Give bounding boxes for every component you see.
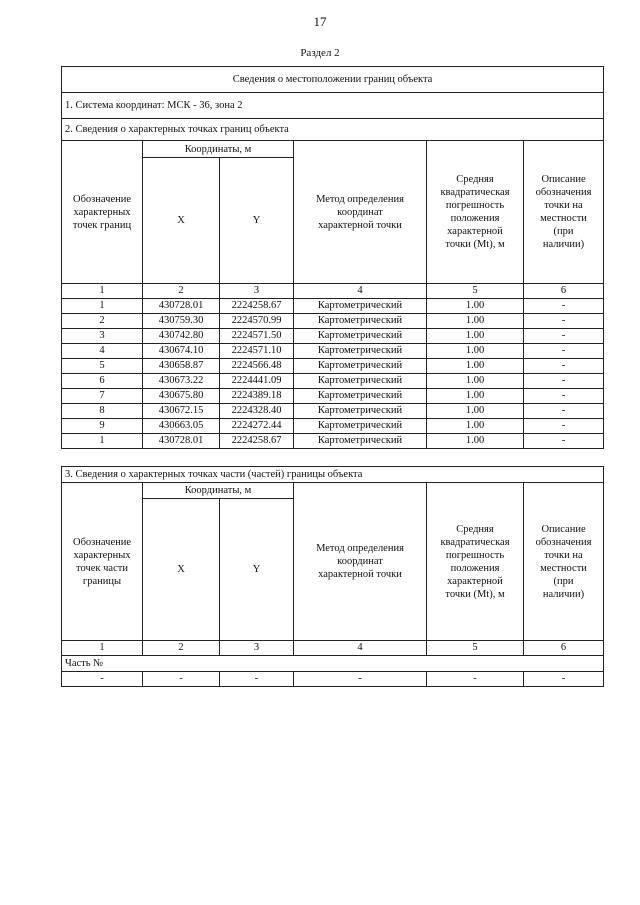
method-value: Картометрический: [294, 344, 427, 359]
x-value: -: [143, 672, 220, 687]
point-number: 1: [62, 299, 143, 314]
method-value: Картометрический: [294, 404, 427, 419]
x-value: 430673.22: [143, 374, 220, 389]
point-number: 4: [62, 344, 143, 359]
column-number: 4: [294, 641, 427, 656]
description-value: -: [524, 672, 604, 687]
table-row: [62, 359, 604, 374]
coord-system: 1. Система координат: МСК - 36, зона 2: [62, 93, 604, 119]
column-number-row: [62, 641, 604, 656]
error-value: 1.00: [427, 299, 524, 314]
point-number: 3: [62, 329, 143, 344]
description-value: -: [524, 359, 604, 374]
method-header: Метод определения координат характерной точки: [294, 141, 427, 284]
designation-part-header: Обозначение характерных точек части границы: [62, 483, 143, 641]
table-row: [62, 672, 604, 687]
column-number: 2: [143, 641, 220, 656]
error-value: 1.00: [427, 389, 524, 404]
error-value: 1.00: [427, 329, 524, 344]
method-value: Картометрический: [294, 389, 427, 404]
table-row: [62, 314, 604, 329]
point-number: 5: [62, 359, 143, 374]
x-value: 430672.15: [143, 404, 220, 419]
description-value: -: [524, 314, 604, 329]
point-number: 6: [62, 374, 143, 389]
method-value: Картометрический: [294, 299, 427, 314]
y-value: 2224571.10: [220, 344, 294, 359]
error-value: 1.00: [427, 374, 524, 389]
error-value: 1.00: [427, 359, 524, 374]
point-number: 9: [62, 419, 143, 434]
page-number: 17: [313, 14, 327, 29]
column-number: 1: [62, 641, 143, 656]
table-row: [62, 404, 604, 419]
y-value: 2224258.67: [220, 299, 294, 314]
point-number: 2: [62, 314, 143, 329]
description-header: Описание обозначения точки на местности (при наличии): [524, 483, 604, 641]
error-value: 1.00: [427, 344, 524, 359]
column-number: 6: [524, 284, 604, 299]
part-boundary-table: [61, 466, 604, 687]
table-row: [62, 329, 604, 344]
y-value: 2224441.09: [220, 374, 294, 389]
x-value: 430728.01: [143, 434, 220, 449]
column-number: 4: [294, 284, 427, 299]
method-value: Картометрический: [294, 434, 427, 449]
x-value: 430675.80: [143, 389, 220, 404]
method-value: Картометрический: [294, 374, 427, 389]
y-header: Y: [220, 158, 294, 284]
method-value: Картометрический: [294, 329, 427, 344]
x-value: 430728.01: [143, 299, 220, 314]
method-value: -: [294, 672, 427, 687]
x-value: 430759.30: [143, 314, 220, 329]
table-row: [62, 419, 604, 434]
designation-header: Обозначение характерных точек границ: [62, 141, 143, 284]
part-points-section-title: 3. Сведения о характерных точках части (частей) границы объекта: [62, 467, 604, 483]
error-value: 1.00: [427, 314, 524, 329]
error-value: 1.00: [427, 419, 524, 434]
description-header: Описание обозначения точки на местности (при наличии): [524, 141, 604, 284]
column-number: 1: [62, 284, 143, 299]
point-number: 8: [62, 404, 143, 419]
coordinates-header: Координаты, м: [143, 141, 294, 158]
error-value: -: [427, 672, 524, 687]
points-section-title: 2. Сведения о характерных точках границ объекта: [62, 119, 604, 141]
error-header: Средняя квадратическая погрешность положения характерной точки (Mt), м: [427, 483, 524, 641]
section-title: Раздел 2: [300, 47, 340, 59]
method-header: Метод определения координат характерной точки: [294, 483, 427, 641]
column-number: 5: [427, 641, 524, 656]
column-number: 2: [143, 284, 220, 299]
table-row: [62, 389, 604, 404]
x-value: 430658.87: [143, 359, 220, 374]
x-header: X: [143, 499, 220, 641]
y-value: 2224571.50: [220, 329, 294, 344]
method-value: Картометрический: [294, 314, 427, 329]
table-row: [62, 299, 604, 314]
y-value: -: [220, 672, 294, 687]
x-value: 430663.05: [143, 419, 220, 434]
y-value: 2224328.40: [220, 404, 294, 419]
description-value: -: [524, 344, 604, 359]
error-value: 1.00: [427, 434, 524, 449]
point-number: 7: [62, 389, 143, 404]
column-number-row: [62, 284, 604, 299]
y-value: 2224570.99: [220, 314, 294, 329]
x-header: X: [143, 158, 220, 284]
column-number: 3: [220, 641, 294, 656]
method-value: Картометрический: [294, 359, 427, 374]
y-value: 2224272.44: [220, 419, 294, 434]
description-value: -: [524, 434, 604, 449]
point-number: 1: [62, 434, 143, 449]
table-row: [62, 344, 604, 359]
description-value: -: [524, 299, 604, 314]
column-number: 3: [220, 284, 294, 299]
part-label: Часть №: [62, 656, 604, 672]
error-header: Средняя квадратическая погрешность положения характерной точки (Mt), м: [427, 141, 524, 284]
description-value: -: [524, 404, 604, 419]
table-row: [62, 434, 604, 449]
error-value: 1.00: [427, 404, 524, 419]
description-value: -: [524, 374, 604, 389]
table-row: [62, 374, 604, 389]
description-value: -: [524, 389, 604, 404]
y-header: Y: [220, 499, 294, 641]
method-value: Картометрический: [294, 419, 427, 434]
y-value: 2224566.48: [220, 359, 294, 374]
description-value: -: [524, 329, 604, 344]
description-value: -: [524, 419, 604, 434]
boundary-table: [61, 66, 604, 449]
x-value: 430674.10: [143, 344, 220, 359]
y-value: 2224389.18: [220, 389, 294, 404]
coordinates-header: Координаты, м: [143, 483, 294, 499]
column-number: 6: [524, 641, 604, 656]
x-value: 430742.80: [143, 329, 220, 344]
y-value: 2224258.67: [220, 434, 294, 449]
column-number: 5: [427, 284, 524, 299]
point-number: -: [62, 672, 143, 687]
table-title: Сведения о местоположении границ объекта: [62, 67, 604, 93]
